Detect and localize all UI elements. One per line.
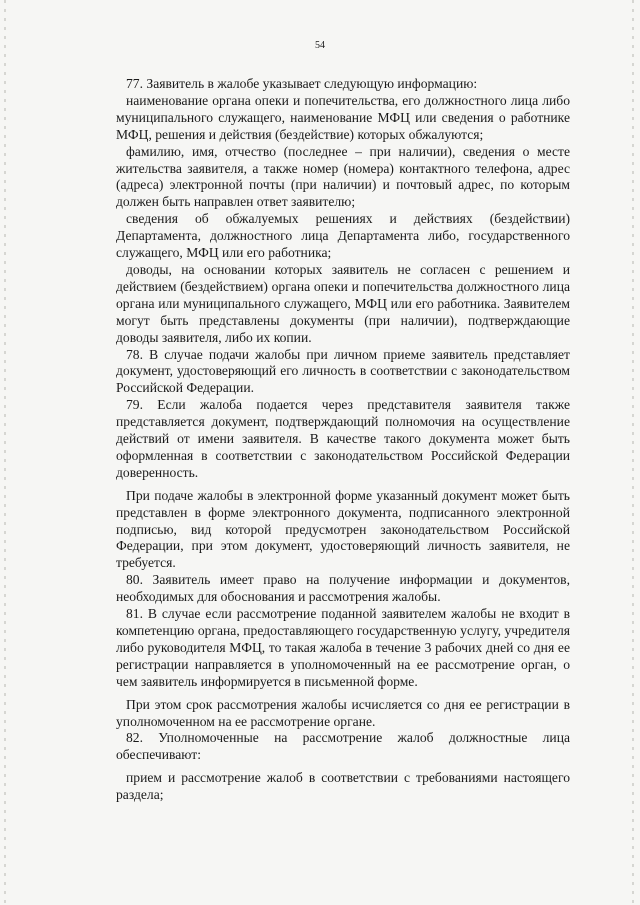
paragraph-82-item-1: прием и рассмотрение жалоб в соответствии с требованиями настоящего раздела; (116, 770, 570, 803)
scan-edge-left (4, 0, 6, 905)
paragraph-77: 77. Заявитель в жалобе указывает следующую информацию: (126, 76, 478, 91)
paragraph-77-item-1: наименование органа опеки и попечительства, его должностного лица либо муниципального служащего, наименование МФЦ или сведения о работнике МФЦ, решения и действия (бездействие) которых обжалуются; (116, 92, 570, 142)
paragraph-77-item-4: доводы, на основании которых заявитель не согласен с решением и действием (бездействием) органа опеки и попечительства должностного лица органа или муниципального служащего, МФЦ или его работника. Заявителем могут быть представлены документы (при наличии), подтверждающие доводы заявителя, либо их копии. (116, 261, 570, 345)
paragraph-77-item-2: фамилию, имя, отчество (последнее – при наличии), сведения о месте жительства заявителя, а также номер (номера) контактного телефона, адрес (адреса) электронной почты (при наличии) и почтовый адрес, по которым должен быть направлен ответ заявителю; (116, 143, 570, 210)
paragraph-78: 78. В случае подачи жалобы при личном приеме заявитель представляет документ, удостоверяющий его личность в соответствии с законодательством Российской Федерации. (116, 346, 570, 396)
paragraph-81-term: При этом срок рассмотрения жалобы исчисляется со дня ее регистрации в уполномоченном на ее рассмотрение органе. (116, 696, 570, 729)
paragraph-79: 79. Если жалоба подается через представителя заявителя также представляется документ, подтверждающий полномочия на осуществление действий от имени заявителя. В качестве такого документа может быть оформленная в соответствии с законодательством Российской Федерации доверенность. (116, 397, 570, 480)
scan-edge-right (632, 0, 634, 905)
paragraph-81: 81. В случае если рассмотрение поданной заявителем жалобы не входит в компетенцию органа, предоставляющего государственную услугу, учредителя либо руководителя МФЦ, то такая жалоба в течение 3 рабочих дней со дня ее регистрации направляется в уполномоченный на ее рассмотрение орган, о чем заявитель информируется в письменной форме. (116, 606, 570, 689)
paragraph-79-electronic: При подаче жалобы в электронной форме указанный документ может быть представлен в форме электронного документа, подписанного электронной подписью, вид которой предусмотрен законодательством Российской Федерации, при этом документ, удостоверяющий личность заявителя, не требуется. (116, 487, 570, 571)
paragraph-80: 80. Заявитель имеет право на получение информации и документов, необходимых для обоснования и рассмотрения жалобы. (116, 572, 570, 605)
page-number: 54 (315, 40, 325, 51)
paragraph-82: 82. Уполномоченные на рассмотрение жалоб должностные лица обеспечивают: (116, 730, 570, 763)
document-body (116, 76, 570, 804)
paragraph-77-item-3: сведения об обжалуемых решениях и действиях (бездействии) Департамента, должностного лица Департамента либо, государственного служащего, МФЦ или его работника; (116, 211, 570, 261)
